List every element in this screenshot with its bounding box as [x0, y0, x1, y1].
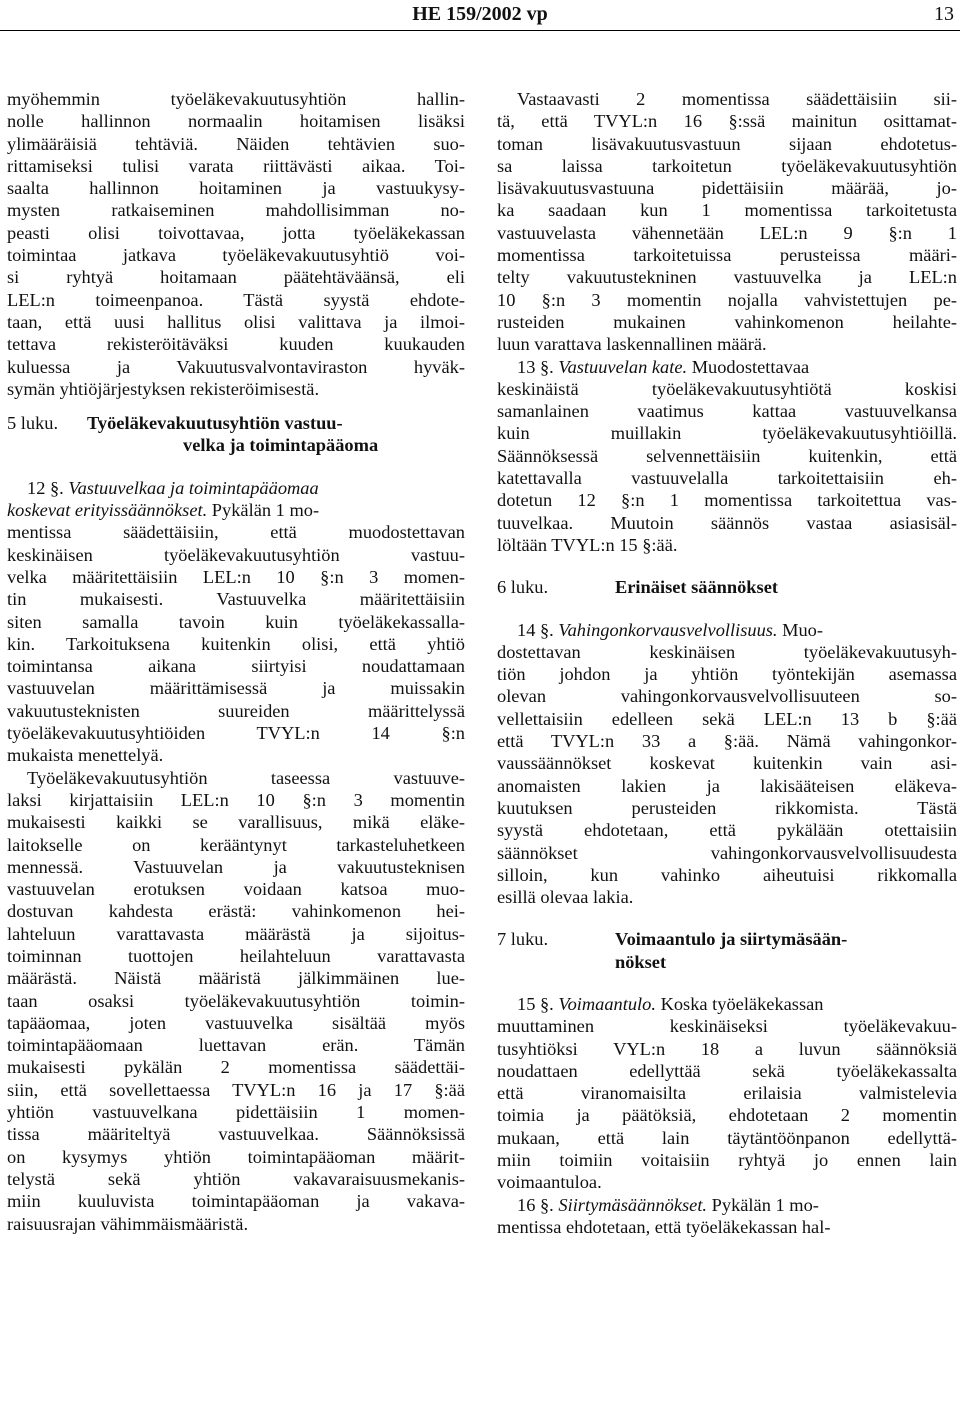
text-line: työeläkevakuutusyhtiöiden TVYL:n 14 §:n: [7, 723, 465, 744]
text-line: vaussäännökset koskevat kuitenkin vain asi-: [497, 753, 957, 774]
text-line: on kysymys yhtiön toimintapääoman määrit-: [7, 1146, 465, 1167]
text-line: silloin, kun vahinko aiheutuisi rikkomalla: [497, 864, 957, 885]
page-number: 13: [934, 3, 954, 25]
text-line: lisävakuutusvastuuna pidettäisiin määrää, jo-: [497, 178, 957, 199]
chapter-heading-5: [7, 412, 465, 457]
text-line: lahteluun varattavasta määrästä ja sijoitus-: [7, 923, 465, 944]
text-line: mysten ratkaiseminen mahdollisimman no-: [7, 200, 465, 221]
text-line: samanlainen vaatimus kattaa vastuuvelkansa: [497, 401, 957, 422]
text-line: taan osaksi työeläkevakuutusyhtiön toimin-: [7, 990, 465, 1011]
text-line: Säännöksessä selvennettäisiin kuitenkin, että: [497, 445, 957, 466]
text-line: tuuvelkaa. Muutoin säännös vastaa asiasisäl-: [497, 512, 957, 533]
text-line: vastuuvelan määrittämisessä ja muissakin: [7, 678, 465, 699]
text-line: säännökset vahingonkorvausvelvollisuudesta: [497, 842, 957, 863]
text-line: yhtiön vastuuvelkana pidettäisiin 1 momen-: [7, 1102, 465, 1123]
text-line: voimaantuloa.: [497, 1172, 602, 1193]
text-line: kuin muillakin työeläkevakuutusyhtiöillä.: [497, 423, 957, 444]
section-14: [497, 619, 957, 909]
text-line: dostuvan kahdesta erästä: vahinkomenon hei-: [7, 901, 465, 922]
section-title: Vastuuvelan kate.: [558, 356, 688, 377]
section-body: [7, 500, 465, 767]
chapter-number: 5 luku.: [7, 413, 59, 434]
text-line: kin. Tarkoituksena kuitenkin olisi, että yhtiö: [7, 633, 465, 654]
paragraph: [7, 88, 465, 400]
text-line: raisuusrajan vähimmäismääristä.: [7, 1213, 249, 1234]
text-line: mentissa ehdotetaan, että työeläkekassan hal-: [497, 1216, 831, 1237]
text-line: esillä olevaa lakia.: [497, 887, 634, 908]
section-title: Vastuuvelkaa ja toimintapääomaa: [68, 477, 319, 498]
text-line: keskinäisen työeläkevakuutusyhtiön vastuu-: [7, 544, 465, 565]
section-title: Siirtymäsäännökset.: [558, 1194, 708, 1215]
text-line: tapääomaa, joten vastuuvelka sisältää myös: [7, 1012, 465, 1033]
chapter-title-line: Työeläkevakuutusyhtiön vastuu-: [87, 413, 343, 434]
text-line: tin mukaisesti. Vastuuvelka määritettäisiin: [7, 589, 465, 610]
text-line: määrästä. Näistä määristä jälkimmäinen lue-: [7, 968, 465, 989]
text-line: luun varattava laskennallinen määrä.: [497, 334, 767, 355]
text-line: toimia ja päätöksiä, ehdotetaan 2 momentin: [497, 1105, 957, 1126]
text-line: vastuuvelasta vähennetään LEL:n 9 §:n 1: [497, 222, 957, 243]
right-column: [497, 88, 957, 1238]
text-line: Pykälän 1 mo-: [207, 500, 320, 521]
text-line: vellettaisiin edelleen sekä LEL:n 13 b §:ää: [497, 708, 957, 729]
text-line: Muo-: [777, 619, 823, 640]
text-line: Työeläkevakuutusyhtiön taseessa vastuuve-: [27, 767, 465, 788]
section-number: 15 §.: [517, 993, 554, 1014]
text-line: rusteiden mukainen vahinkomenon heilahte-: [497, 311, 957, 332]
text-line: mukaista menettelyä.: [7, 745, 164, 766]
text-line: toman lisävakuutusvastuun sijaan ehdotetus-: [497, 133, 957, 154]
text-line: Pykälän 1 mo-: [707, 1194, 819, 1215]
chapter-heading-7: [497, 928, 957, 973]
text-line: LEL:n toimeenpanoa. Tästä syystä ehdote-: [7, 289, 465, 310]
text-line: mentissa säädettäisiin, että muodostettavan: [7, 522, 465, 543]
chapter-title: [87, 412, 378, 457]
text-line: nolle hallinnon normaalin hoitamisen lisäksi: [7, 111, 465, 132]
text-line: toiminnan tuottojen heilahteluun varattavasta: [7, 945, 465, 966]
section-body: [497, 994, 957, 1194]
paragraph: [7, 767, 465, 1235]
text-line: muuttaminen keskinäiseksi työeläkevakuu-: [497, 1016, 957, 1037]
text-line: dotetun 12 §:n 1 momentissa tarkoitettua vas-: [497, 490, 957, 511]
text-line: taan, että uusi hallitus olisi valittava ja ilmoi-: [7, 311, 465, 332]
chapter-title-line: Voimaantulo ja siirtymäsään-: [615, 929, 848, 950]
text-line: ka saadaan kun 1 momentissa tarkoitetusta: [497, 200, 957, 221]
text-line: Vastaavasti 2 momentissa säädettäisiin sii-: [517, 89, 957, 109]
text-line: laksi kirjattaisiin LEL:n 10 §:n 3 momentin: [7, 789, 465, 810]
text-line: momentissa tarkoitetuissa perusteissa määri-: [497, 245, 957, 266]
text-line: miin toimiin voitaisiin ryhtyä jo ennen lain: [497, 1150, 957, 1171]
section-15: [497, 993, 957, 1194]
section-body: [497, 357, 957, 557]
text-line: tusyhtiöksi VYL:n 18 a luvun säännöksiä: [497, 1038, 957, 1059]
text-line: siin, että sovellettaessa TVYL:n 16 ja 17 §:ää: [7, 1079, 465, 1100]
chapter-heading-6: [497, 576, 957, 598]
text-line: si ryhtyä hoitamaan päätehtäväänsä, eli: [7, 267, 465, 288]
text-line: symän yhtiöjärjestyksen rekisteröimisestä.: [7, 378, 320, 399]
section-title: koskevat erityissäännökset.: [7, 500, 208, 521]
text-line: mukaisesti pykälän 2 momentissa säädettäi-: [7, 1057, 465, 1078]
text-line: peasti olisi toivottavaa, jotta työeläkekassan: [7, 222, 465, 243]
text-line: ylimääräisiä tehtäviä. Näiden tehtävien suo-: [7, 133, 465, 154]
text-line: mennessä. Vastuuvelan ja vakuutusteknisen: [7, 856, 465, 877]
section-number: 14 §.: [517, 619, 554, 640]
text-line: löltään TVYL:n 15 §:ää.: [497, 534, 678, 555]
chapter-title: [615, 928, 847, 973]
document-id: HE 159/2002 vp: [412, 3, 548, 25]
chapter-title-line: nökset: [615, 951, 667, 972]
text-line: dostettavan keskinäisen työeläkevakuutusyh-: [497, 641, 957, 662]
left-column: [7, 88, 465, 1235]
text-line: velka määritettäisiin LEL:n 10 §:n 3 momen-: [7, 566, 465, 587]
section-number: 13 §.: [517, 356, 554, 377]
text-line: kuutuksen perusteiden rikkomista. Tästä: [497, 797, 957, 818]
text-line: anomaisten lakien ja lakisääteisen eläkeva-: [497, 775, 957, 796]
text-line: miin kuuluvista toimintapääoman ja vakava-: [7, 1191, 465, 1212]
text-line: sa laissa tarkoitetun työeläkevakuutusyhtiön: [497, 155, 957, 176]
text-line: toimintansa aikana siirtyisi noudattamaan: [7, 656, 465, 677]
text-line: rittamiseksi tulisi varata riittävästi aikaa. Toi-: [7, 155, 465, 176]
text-line: Muodostettavaa: [687, 356, 810, 377]
text-line: noudattaen edellyttää sekä työeläkekassalta: [497, 1060, 957, 1081]
section-12: [7, 477, 465, 767]
text-line: laitokselle on kerääntynyt tarkasteluhetkeen: [7, 834, 465, 855]
text-line: että TVYL:n 33 a §:ää. Nämä vahingonkor-: [497, 731, 957, 752]
text-line: vakuutusteknisten suureiden määrittelyssä: [7, 700, 465, 721]
chapter-title-line: velka ja toimintapääoma: [183, 435, 379, 456]
section-number: 16 §.: [517, 1194, 554, 1215]
text-line: keskinäistä työeläkevakuutusyhtiötä koskisi: [497, 378, 957, 399]
text-line: mukaan, että lain täytäntöönpanon edellyttä-: [497, 1127, 957, 1148]
text-line: kuluessa ja Vakuutusvalvontaviraston hyväk-: [7, 356, 465, 377]
text-line: toimintapääomaan luettavan erän. Tämän: [7, 1035, 465, 1056]
section-16: [497, 1194, 957, 1239]
text-line: Koska työeläkekassan: [655, 993, 824, 1014]
text-line: katettavalla vastuuvelalla tarkoitettaisiin eh-: [497, 468, 957, 489]
section-13: [497, 356, 957, 557]
text-line: tiön johdon ja yhtiön työntekijän asemassa: [497, 664, 957, 685]
chapter-title: Erinäiset säännökset: [615, 577, 778, 598]
text-line: että viranomaisilta erilaisia valmistelevia: [497, 1083, 957, 1104]
text-line: saalta hallinnon hoitaminen ja vastuukysy-: [7, 178, 465, 199]
text-line: telty vakuutustekninen vastuuvelka ja LEL:n: [497, 267, 957, 288]
section-title: Voimaantulo.: [558, 993, 656, 1014]
text-line: mukaisesti kaikki se varallisuus, mikä eläke-: [7, 812, 465, 833]
text-line: myöhemmin työeläkevakuutusyhtiön hallin-: [7, 89, 465, 109]
text-line: telystä sekä yhtiön vakavaraisuusmekanis-: [7, 1168, 465, 1189]
page-header: [0, 0, 960, 31]
chapter-number: 6 luku.: [497, 577, 549, 598]
text-line: vastuuvelan erotuksen voidaan katsoa muo-: [7, 879, 465, 900]
text-line: toimintaa jatkava työeläkevakuutusyhtiö voi-: [7, 245, 465, 266]
text-line: olevan vahingonkorvausvelvollisuuteen so-: [497, 686, 957, 707]
text-line: tettava rekisteröitäväksi kuuden kuukauden: [7, 334, 465, 355]
text-line: siten samalla tavoin kuin työeläkekassalla-: [7, 611, 465, 632]
section-title: Vahingonkorvausvelvollisuus.: [558, 619, 778, 640]
text-line: tissa määriteltyä vastuuvelkaa. Säännöksissä: [7, 1124, 465, 1145]
text-line: syystä ehdotetaan, että pykälään otettaisiin: [497, 820, 957, 841]
section-body: [497, 620, 957, 909]
text-line: tä, että TVYL:n 16 §:ssä mainitun osittamat-: [497, 111, 957, 132]
chapter-number: 7 luku.: [497, 929, 549, 950]
paragraph: [497, 88, 957, 356]
text-line: 10 §:n 3 momentin nojalla vahvistettujen pe-: [497, 289, 957, 310]
section-number: 12 §.: [27, 477, 64, 498]
